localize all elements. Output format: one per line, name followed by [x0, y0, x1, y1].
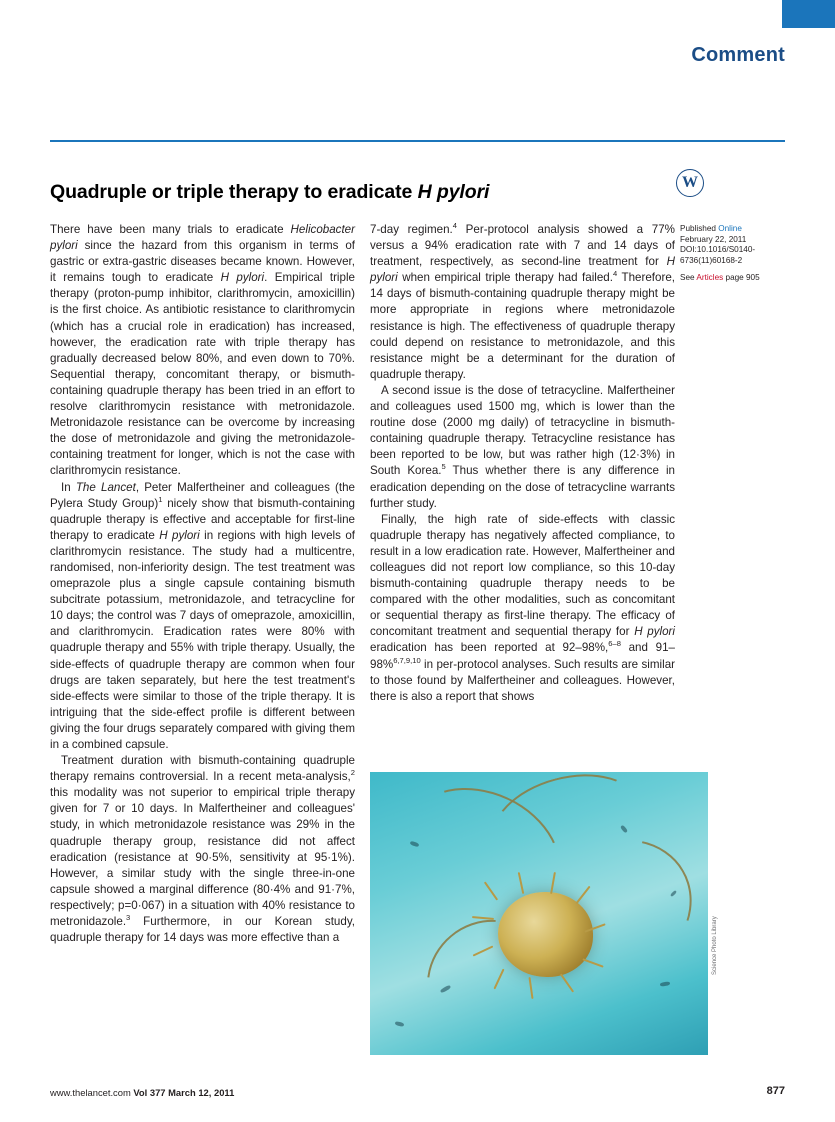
article-title-italic: H pylori	[417, 181, 490, 204]
article-title-text: Quadruple or triple therapy to eradicate	[50, 181, 418, 204]
publication-date: February 22, 2011	[680, 234, 747, 244]
body-column-right	[370, 222, 675, 705]
speck-shape	[660, 981, 671, 987]
paragraph: A second issue is the dose of tetracycline. Malfertheiner and colleagues used 1500 mg, which is lower than the routine dose (2000 mg daily) of tetracycline in bismuth-containing quadruple therapy. Tetracycline resistance has been reported to be low, but was rather high (12·3%) in South Korea.$^5$ Thus whether there is any difference in eradication depending on the dose of tetracycline warrants further study.	[370, 383, 675, 510]
paragraph: In The Lancet, Peter Malfertheiner and colleagues (the Pylera Study Group)$^1$ nicely show that bismuth-containing quadruple therapy is effective and acceptable for first-line therapy to eradicate H pylori in regions with high levels of clarithromycin resistance. The study had a multicentre, randomised, non-inferiority design. The test treatment was omeprazole plus a single capsule containing bismuth subcitrate potassium, metronidazole, and tetracycline for 10 days; the control was 7 days of omeprazole, amoxicillin, and clarithromycin. Eradication rates were 80% with quadruple therapy and 55% with triple therapy. Usually, the side-effects of quadruple therapy are common when four drugs are taken separately, but here the test treatment's side-effects were similar to those of the triple therapy. It is intriguing that the side-effect profile is different between giving the four drugs separately compared with giving them in a combined capsule.	[50, 480, 356, 751]
spike-shape	[560, 973, 574, 992]
journal-logo-icon: W	[676, 169, 704, 197]
paragraph: There have been many trials to eradicate Helicobacter pylori since the hazard from this organism in terms of gastric or extra-gastric diseases became known. However, it remains tough to eradicate H pylori. Empirical triple therapy (proton-pump inhibitor, clarithromycin, amoxicillin) is the first choice. As antibiotic resistance to clarithromycin (which has a crucial role in eradication) has increased, however, the eradication rate with triple therapy has gradually decreased below 80%, and even down to 70%. Sequential therapy, concomitant therapy, or bismuth-containing quadruple therapy has been tried in an effort to resolve clarithromycin resistance with metronidazole. Metronidazole resistance can be overcome by increasing the dose of metronidazole and giving the metronidazole-containing treatment for longer, which is not the case with clarithromycin resistance.	[50, 223, 355, 478]
publication-metadata	[680, 224, 785, 284]
paragraph: Treatment duration with bismuth-containing quadruple therapy remains controversial. In a recent meta-analysis,$^2$ this modality was not superior to empirical triple therapy given for 7 or 10 days. In Malfertheiner and colleagues' study, in which metronidazole resistance was 29% in the quadruple therapy group, resistance did not affect eradication (resistance at 90·5%, sensitivity at 95·1%). However, a similar study with the single three-in-one capsule showed a marginal difference (80·4% and 91·7%, respectively; p=0·067) in a situation with 40% resistance to metronidazole.$^3$ Furthermore, in our Korean study, quadruple therapy for 14 days was more effective than a	[50, 754, 355, 945]
footer-volume: Vol 377	[133, 1087, 166, 1098]
header-rule	[50, 140, 785, 142]
paragraph: 7-day regimen.$^4$ Per-protocol analysis showed a 77% versus a 94% eradication rate with 7 and 14 days of treatment, respectively, as second-line treatment for H pylori when empirical triple therapy had failed.$^4$ Therefore, 14 days of bismuth-containing quadruple therapy might be more appropriate in regions where metronidazole resistance is high. The effectiveness of quadruple therapy could depend on resistance to metronidazole, and this resistance might be a determinant for the duration of quadruple therapy.	[370, 221, 676, 381]
speck-shape	[395, 1021, 405, 1027]
published-online: Online	[718, 224, 742, 233]
see-articles-reference	[680, 273, 785, 284]
header-accent-block	[782, 0, 835, 28]
paragraph: Finally, the high rate of side-effects with classic quadruple therapy has negatively affected compliance, to result in a low eradication rate. However, Malfertheiner and colleagues did not report low compliance, so this 10-day bismuth-containing quadruple therapy needs to be compared with the other modalities, such as concomitant or sequential therapy as first-line therapy. The efficacy of concomitant treatment and sequential therapy for H pylori eradication has been reported at 92–98%,$^{6-8}$ and 91–98%$^{6,7,9,10}$ in per-protocol analyses. Such results are similar to those found by Malfertheiner and colleagues. However, there is also a report that shows	[370, 512, 675, 703]
figure-image	[370, 772, 708, 1055]
page-title	[50, 181, 650, 204]
published-line	[680, 224, 785, 235]
see-suffix: page 905	[723, 273, 760, 283]
footer-url[interactable]: www.thelancet.com	[50, 1087, 131, 1098]
section-title: Comment	[691, 44, 785, 66]
page-number: 877	[766, 1085, 785, 1097]
see-prefix: See	[680, 273, 697, 283]
footer-left	[50, 1087, 234, 1098]
published-label: Published	[680, 224, 719, 233]
footer-date: March 12, 2011	[168, 1087, 235, 1098]
body-column-left	[50, 222, 355, 946]
doi-line-2: 6736(11)60168-2	[680, 255, 743, 265]
figure-credit: Science Photo Library	[712, 916, 718, 975]
doi-line-1: DOI:10.1016/S0140-	[680, 245, 756, 255]
see-articles-link[interactable]: Articles	[696, 273, 724, 283]
